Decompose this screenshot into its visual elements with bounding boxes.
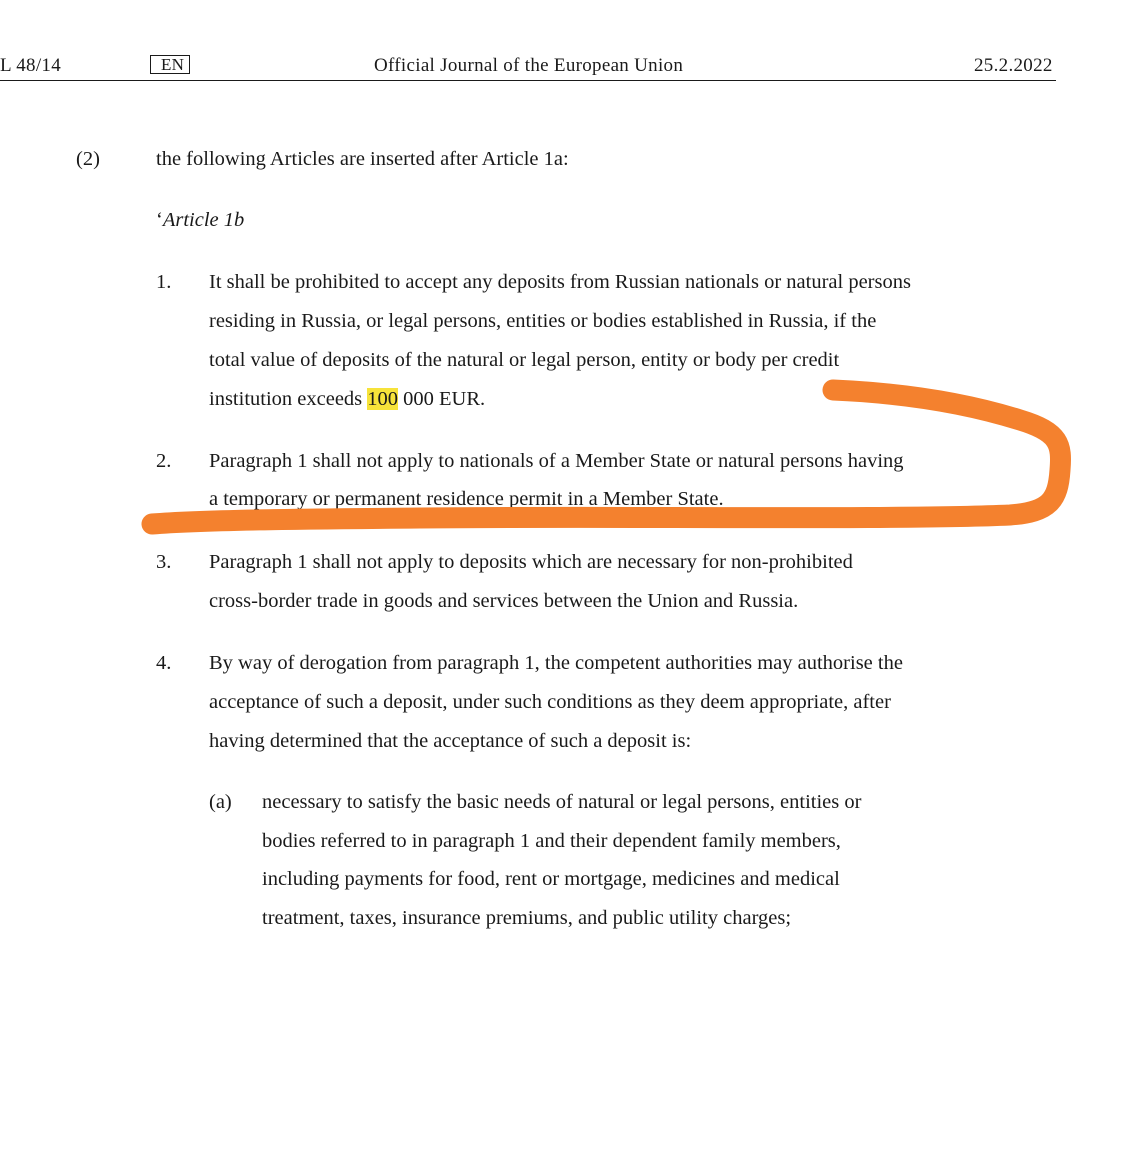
journal-title: Official Journal of the European Union [374,55,684,76]
language-badge: EN [150,55,190,74]
subpoint-line: treatment, taxes, insurance premiums, and public utility charges; [262,907,792,929]
subpoint-line: including payments for food, rent or mortgage, medicines and medical [262,868,840,890]
publication-date: 25.2.2022 [974,55,1053,76]
paragraph-line-start: institution exceeds [209,388,368,410]
paragraph-line: Paragraph 1 shall not apply to deposits which are necessary for non-prohibited [209,551,853,573]
paragraph-line: It shall be prohibited to accept any deposits from Russian nationals or natural persons [209,271,911,293]
paragraph-number: 3. [156,551,172,573]
article-heading-text: Article 1b [162,209,245,231]
paragraph-line-end: 000 EUR. [398,388,486,410]
paragraph-number: 2. [156,450,172,472]
opening-quote: ‘ [156,209,163,231]
paragraph-number: 4. [156,652,172,674]
paragraph-line: acceptance of such a deposit, under such conditions as they deem appropriate, after [209,691,891,713]
paragraph-line: By way of derogation from paragraph 1, the competent authorities may authorise the [209,652,903,674]
paragraph-line: cross-border trade in goods and services between the Union and Russia. [209,590,799,612]
subpoint-number: (a) [209,791,232,813]
paragraph-line: having determined that the acceptance of such a deposit is: [209,730,692,752]
paragraph-line: residing in Russia, or legal persons, entities or bodies established in Russia, if the [209,310,877,332]
marker-stroke [152,390,1061,524]
paragraph-line: a temporary or permanent residence permit in a Member State. [209,488,724,510]
item-number: (2) [76,148,100,170]
paragraph-line: Paragraph 1 shall not apply to nationals of a Member State or natural persons having [209,450,904,472]
journal-reference: L 48/14 [0,55,62,76]
highlighted-amount: 100 [367,388,399,410]
subpoint-line: necessary to satisfy the basic needs of natural or legal persons, entities or [262,791,862,813]
item-text: the following Articles are inserted after Article 1a: [156,148,569,170]
subpoint-line: bodies referred to in paragraph 1 and their dependent family members, [262,830,841,852]
paragraph-number: 1. [156,271,172,293]
paragraph-line: total value of deposits of the natural or legal person, entity or body per credit [209,349,840,371]
